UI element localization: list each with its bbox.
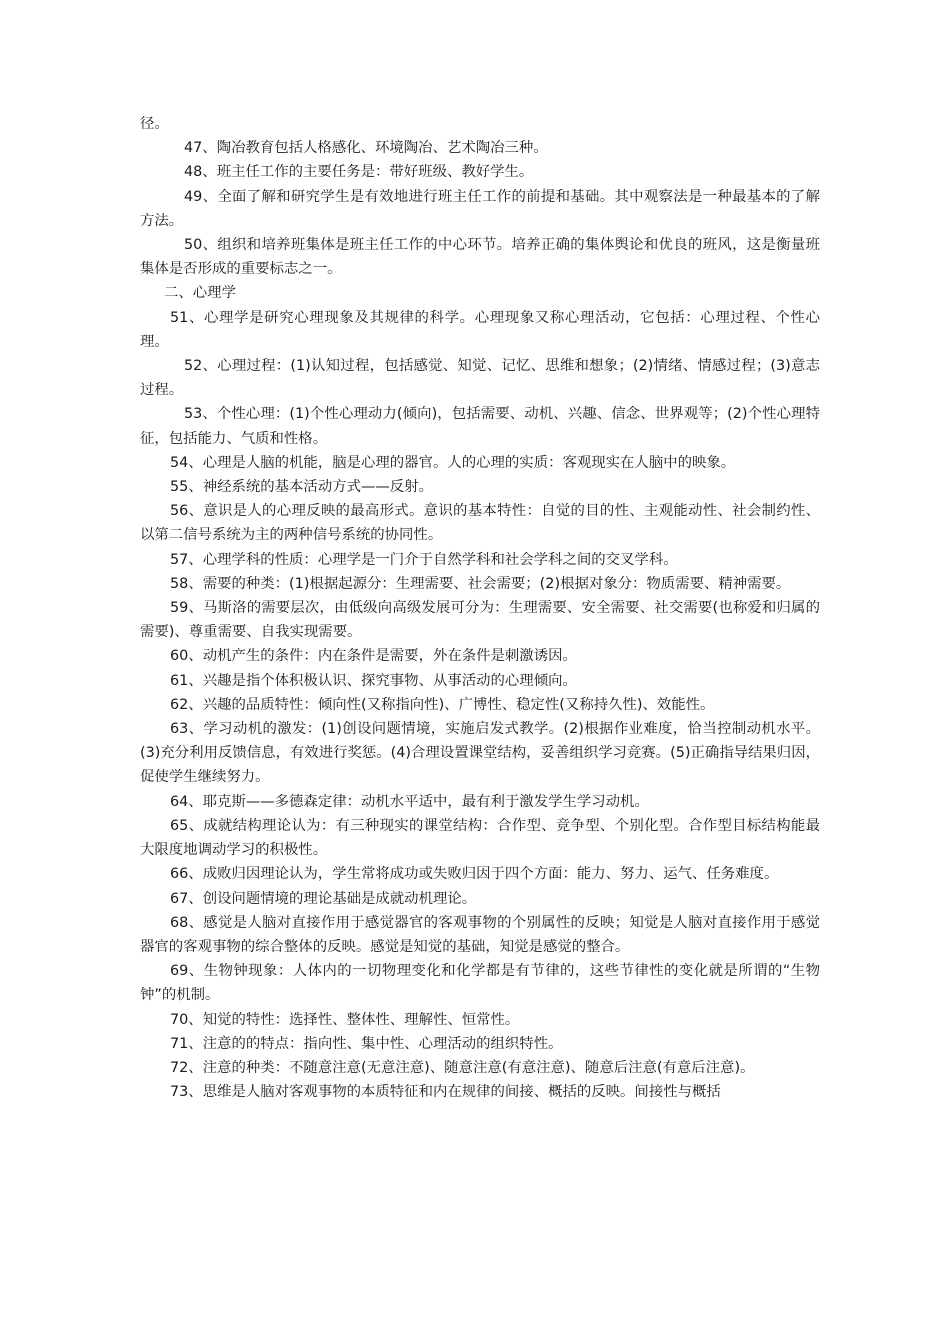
paragraph-65: 65、成就结构理论认为：有三种现实的课堂结构：合作型、竞争型、个别化型。合作型目标结构能最大限度地调动学习的积极性。 <box>140 817 820 859</box>
paragraph-57: 57、心理学科的性质：心理学是一门介于自然学科和社会学科之间的交叉学科。 <box>170 551 678 568</box>
paragraph-73: 73、思维是人脑对客观事物的本质特征和内在规律的间接、概括的反映。间接性与概括 <box>170 1084 721 1101</box>
paragraph-71: 71、注意的的特点：指向性、集中性、心理活动的组织特性。 <box>170 1035 563 1052</box>
paragraph-52: 52、心理过程：(1)认知过程，包括感觉、知觉、记忆、思维和想象；(2)情绪、情感过程；(3)意志过程。 <box>140 358 820 399</box>
paragraph-67: 67、创设问题情境的理论基础是成就动机理论。 <box>170 890 477 907</box>
paragraph-47: 47、陶冶教育包括人格感化、环境陶冶、艺术陶冶三种。 <box>184 140 548 157</box>
paragraph-61: 61、兴趣是指个体积极认识、探究事物、从事活动的心理倾向。 <box>170 672 577 689</box>
paragraph-50: 50、组织和培养班集体是班主任工作的中心环节。培养正确的集体舆论和优良的班风，这是衡量班集体是否形成的重要标志之一。 <box>140 237 820 278</box>
paragraph-48: 48、班主任工作的主要任务是：带好班级、教好学生。 <box>184 164 534 181</box>
paragraph-63: 63、学习动机的激发：(1)创设问题情境，实施启发式教学。(2)根据作业难度，恰当控制动机水平。(3)充分利用反馈信息，有效进行奖惩。(4)合理设置课堂结构，妥善组织学习竞赛。(5)正确指导结果归因，促使学生继续努力。 <box>140 721 820 786</box>
paragraph-53: 53、个性心理：(1)个性心理动力(倾向)，包括需要、动机、兴趣、信念、世界观等；(2)个性心理特征，包括能力、气质和性格。 <box>140 406 820 447</box>
paragraph-54: 54、心理是人脑的机能，脑是心理的器官。人的心理的实质：客观现实在人脑中的映象。 <box>170 454 736 471</box>
paragraph-59: 59、马斯洛的需要层次，由低级向高级发展可分为：生理需要、安全需要、社交需要(也称爱和归属的需要)、尊重需要、自我实现需要。 <box>140 600 820 641</box>
paragraph-55: 55、神经系统的基本活动方式——反射。 <box>170 479 433 496</box>
paragraph-70: 70、知觉的特性：选择性、整体性、理解性、恒常性。 <box>170 1011 520 1028</box>
paragraph-60: 60、动机产生的条件：内在条件是需要，外在条件是刺激诱因。 <box>170 648 577 665</box>
paragraph-49: 49、全面了解和研究学生是有效地进行班主任工作的前提和基础。其中观察法是一种最基本的了解方法。 <box>140 188 820 229</box>
paragraph-continuation: 径。 <box>140 116 169 132</box>
paragraph-56: 56、意识是人的心理反映的最高形式。意识的基本特性：自觉的目的性、主观能动性、社会制约性、以第二信号系统为主的两种信号系统的协同性。 <box>140 503 820 544</box>
paragraph-58: 58、需要的种类：(1)根据起源分：生理需要、社会需要；(2)根据对象分：物质需要、精神需要。 <box>170 575 791 592</box>
paragraph-62: 62、兴趣的品质特性：倾向性(又称指向性)、广博性、稳定性(又称持久性)、效能性。 <box>170 696 715 713</box>
paragraph-69: 69、生物钟现象：人体内的一切物理变化和化学都是有节律的，这些节律性的变化就是所谓的“生物钟”的机制。 <box>140 963 820 1004</box>
document-body <box>140 112 820 1104</box>
paragraph-72: 72、注意的种类：不随意注意(无意注意)、随意注意(有意注意)、随意后注意(有意后注意)。 <box>170 1059 755 1076</box>
paragraph-51: 51、心理学是研究心理现象及其规律的科学。心理现象又称心理活动，它包括：心理过程、个性心理。 <box>140 309 820 350</box>
paragraph-64: 64、耶克斯——多德森定律：动机水平适中，最有利于激发学生学习动机。 <box>170 793 649 810</box>
section-heading-psychology: 二、心理学 <box>164 285 236 302</box>
paragraph-68: 68、感觉是人脑对直接作用于感觉器官的客观事物的个别属性的反映；知觉是人脑对直接作用于感觉器官的客观事物的综合整体的反映。感觉是知觉的基础，知觉是感觉的整合。 <box>140 914 820 955</box>
paragraph-66: 66、成败归因理论认为，学生常将成功或失败归因于四个方面：能力、努力、运气、任务难度。 <box>170 866 779 883</box>
